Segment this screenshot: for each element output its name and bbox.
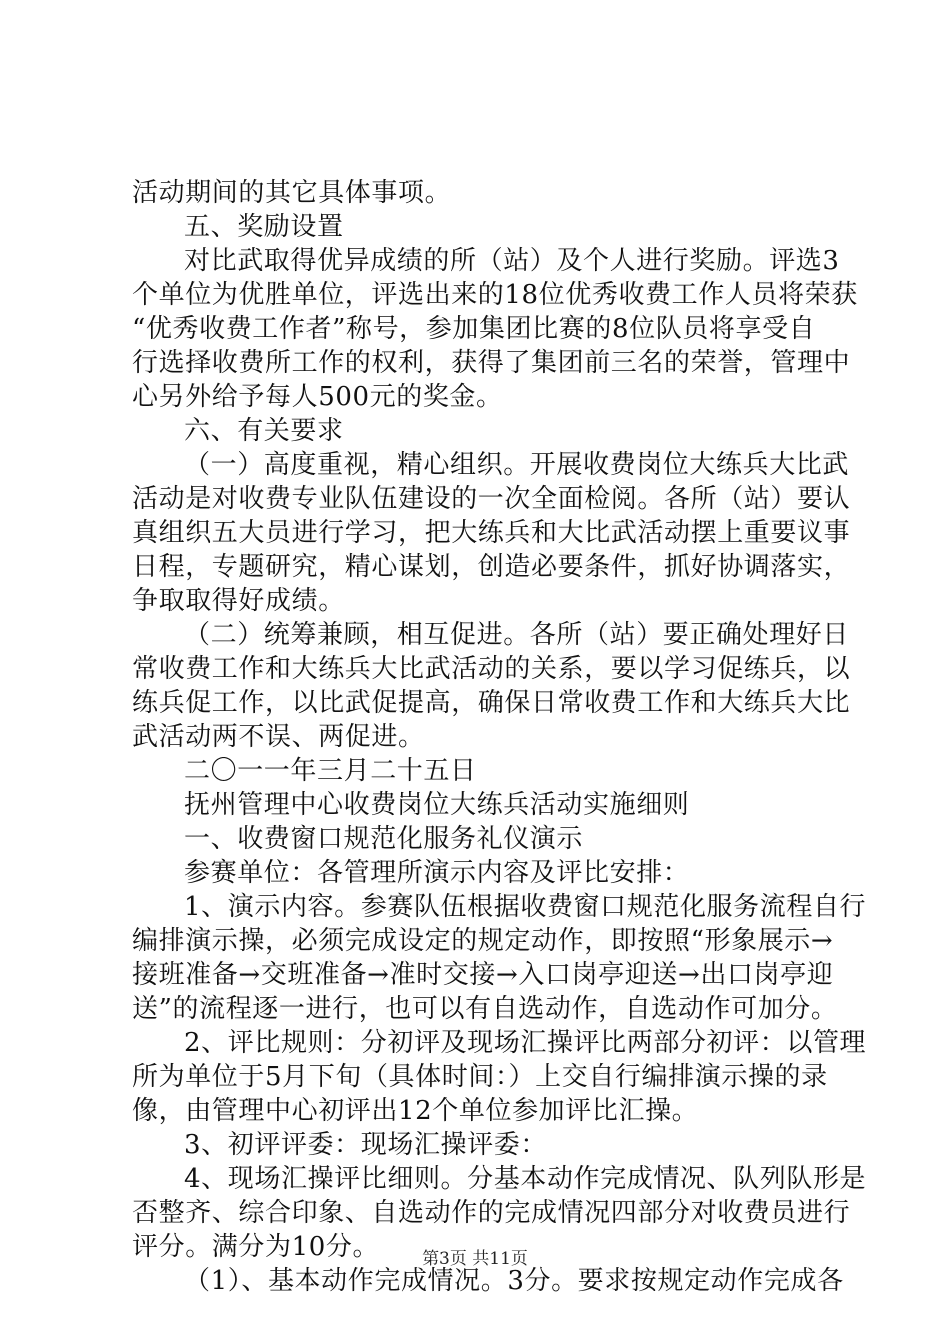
date-line: 二〇一一年三月二十五日 (184, 756, 477, 786)
text-line: 送”的流程逐一进行，也可以有自选动作，自选动作可加分。 (132, 994, 838, 1024)
section-heading: 一、收费窗口规范化服务礼仪演示 (184, 824, 584, 854)
text-line: 所为单位于5月下旬（具体时间：）上交自行编排演示操的录 (132, 1062, 828, 1092)
text-line: 3、初评评委：现场汇操评委： (184, 1130, 547, 1160)
text-line: 练兵促工作，以比武促提高，确保日常收费工作和大练兵大比 (132, 688, 851, 718)
text-line: 参赛单位：各管理所演示内容及评比安排： (184, 858, 690, 888)
text-line: 活动期间的其它具体事项。 (132, 178, 452, 208)
text-line: 否整齐、综合印象、自选动作的完成情况四部分对收费员进行 (132, 1198, 851, 1228)
text-line: （一）高度重视，精心组织。开展收费岗位大练兵大比武 (184, 450, 850, 480)
text-line: 编排演示操，必须完成设定的规定动作，即按照“形象展示→ (132, 926, 834, 956)
text-line: 常收费工作和大练兵大比武活动的关系，要以学习促练兵，以 (132, 654, 851, 684)
text-line: 评分。满分为10分。 (132, 1232, 380, 1262)
text-line: 心另外给予每人500元的奖金。 (132, 382, 503, 412)
text-line: 1、演示内容。参赛队伍根据收费窗口规范化服务流程自行 (184, 892, 867, 922)
text-line: 像，由管理中心初评出12个单位参加评比汇操。 (132, 1096, 699, 1126)
page-number: 第3页 共11页 (422, 1249, 528, 1269)
section-heading: 六、有关要求 (184, 416, 344, 446)
text-line: 争取取得好成绩。 (132, 586, 345, 616)
text-line: 4、现场汇操评比细则。分基本动作完成情况、队列队形是 (184, 1164, 867, 1194)
text-line: 2、评比规则：分初评及现场汇操评比两部分初评：以管理 (184, 1028, 867, 1058)
text-line: 接班准备→交班准备→准时交接→入口岗亭迎送→出口岗亭迎 (132, 960, 834, 990)
text-line: “优秀收费工作者”称号，参加集团比赛的8位队员将享受自 (132, 314, 816, 344)
text-line: （1）、基本动作完成情况。3分。要求按规定动作完成各 (184, 1266, 844, 1296)
text-line: 日程，专题研究，精心谋划，创造必要条件，抓好协调落实， (132, 552, 851, 582)
section-heading: 五、奖励设置 (184, 212, 344, 242)
text-line: 活动是对收费专业队伍建设的一次全面检阅。各所（站）要认 (132, 484, 851, 514)
document-title: 抚州管理中心收费岗位大练兵活动实施细则 (184, 790, 690, 820)
text-line: 对比武取得优异成绩的所（站）及个人进行奖励。评选3 (184, 246, 840, 276)
text-line: 行选择收费所工作的权利，获得了集团前三名的荣誉，管理中 (132, 348, 851, 378)
text-line: （二）统筹兼顾，相互促进。各所（站）要正确处理好日 (184, 620, 850, 650)
text-line: 真组织五大员进行学习，把大练兵和大比武活动摆上重要议事 (132, 518, 851, 548)
text-line: 个单位为优胜单位，评选出来的18位优秀收费工作人员将荣获 (132, 280, 858, 310)
text-line: 武活动两不误、两促进。 (132, 722, 425, 752)
